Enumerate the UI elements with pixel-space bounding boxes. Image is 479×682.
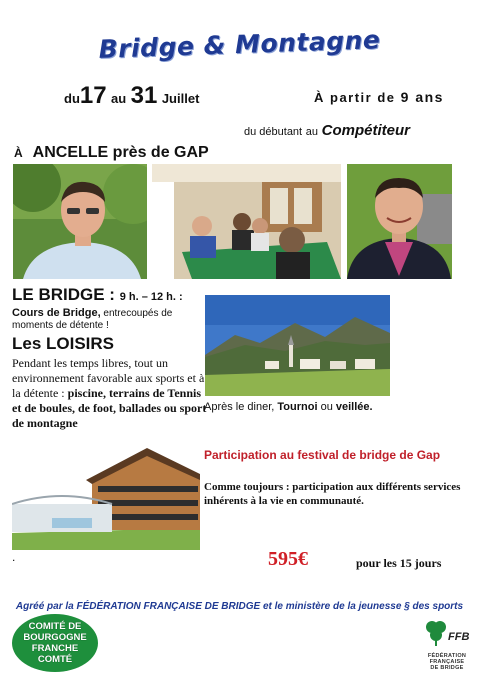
place-prefix: À — [14, 146, 23, 160]
cbfc-line2: BOURGOGNE — [23, 632, 87, 643]
photo-mountain-village — [205, 295, 390, 396]
ffb-l1: FÉDÉRATION — [427, 653, 467, 659]
age-prefix: À partir de — [314, 90, 396, 105]
level-au: au — [305, 126, 318, 138]
loisirs-heading: Les LOISIRS — [12, 334, 115, 353]
loisirs-intro: Pendant les temps libres, tout un environnement favorable aux sports et à la détente : — [12, 356, 205, 400]
age-value: 9 ans — [400, 89, 444, 105]
photo-chalet — [12, 448, 200, 550]
page-title: Bridge & Montagne — [98, 25, 381, 64]
cours-bold: Cours de Bridge, — [12, 307, 101, 319]
price: 595€ — [268, 548, 308, 570]
evening-tournoi: Tournoi — [277, 401, 318, 413]
price-duration: pour les 15 jours — [356, 556, 442, 570]
evening-veillee: veillée. — [335, 401, 373, 413]
bridge-description — [12, 307, 207, 332]
bridge-hours: 9 h. – 12 h. : — [119, 291, 183, 303]
location — [14, 144, 209, 162]
community-note: Comme toujours : participation aux différents services inhérents à la vie en communauté. — [204, 481, 461, 507]
cbfc-line1: COMITÉ DE — [28, 621, 82, 632]
clover-icon — [418, 618, 476, 648]
bridge-heading — [12, 285, 183, 305]
evening-activities — [204, 401, 373, 413]
dates-month: Juillet — [161, 91, 200, 106]
bridge-heading-label: LE BRIDGE : — [12, 285, 115, 304]
level-to: Compétiteur — [321, 122, 410, 139]
dates-start: 17 — [79, 82, 107, 109]
cours-rest: entrecoupés de moments de détente ! — [12, 308, 173, 331]
loisirs-text — [12, 356, 207, 431]
cbfc-line4: COMTÉ — [37, 654, 73, 665]
agreement-text: Agréé par la FÉDÉRATION FRANÇAISE DE BRIDGE et le ministère de la jeunesse § des sports — [15, 601, 464, 612]
comite-bourgogne-logo — [12, 614, 98, 672]
photo-smiling-man — [347, 164, 452, 279]
stray-dot: . — [12, 550, 16, 564]
age-requirement — [314, 89, 444, 105]
ffb-l2: FRANÇAISE — [429, 659, 465, 665]
dates-du: du — [64, 91, 80, 106]
ffb-abbr: FFB — [448, 631, 470, 643]
dates-end: 31 — [130, 82, 158, 109]
ffb-l3: DE BRIDGE — [430, 665, 464, 671]
evening-prefix: Après le diner, — [204, 401, 275, 413]
dates — [64, 82, 199, 110]
evening-ou: ou — [320, 401, 333, 413]
dates-au: au — [111, 91, 127, 106]
photo-man-portrait — [13, 164, 147, 279]
festival-note: Participation au festival de bridge de Gap — [204, 448, 441, 462]
place-name: ANCELLE près de GAP — [32, 144, 209, 161]
loisirs-activities: piscine, terrains de Tennis et de boules, de foot, ballades ou sport de montagne — [12, 386, 207, 430]
level-range — [244, 122, 410, 139]
level-from: du débutant — [244, 126, 303, 138]
cbfc-line3: FRANCHE — [31, 643, 79, 654]
ffb-logo — [418, 618, 476, 678]
photo-bridge-room — [152, 164, 341, 279]
